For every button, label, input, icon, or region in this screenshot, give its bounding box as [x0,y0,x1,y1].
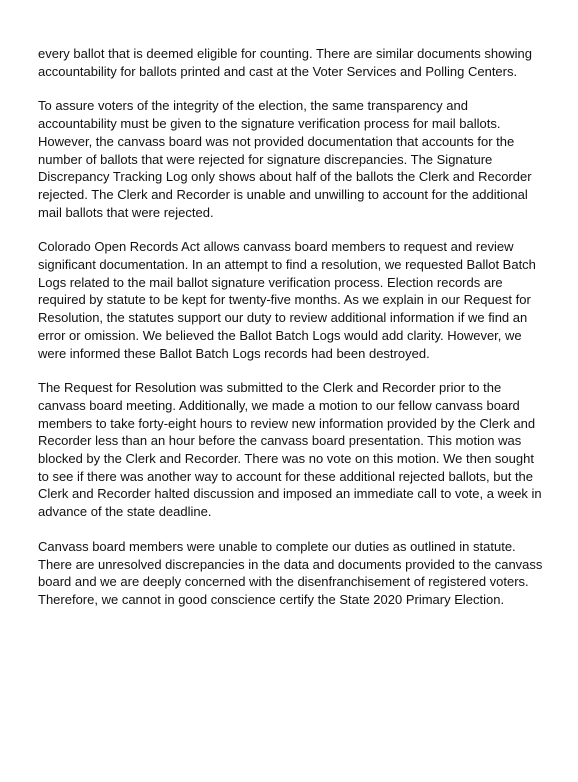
text-line: Discrepancy Tracking Log only shows about half of the ballots the Clerk and Recorder [38,169,532,185]
paragraph-ballot-accountability [38,45,548,80]
text-line: accountability for ballots printed and cast at the Voter Services and Polling Centers. [38,63,518,79]
text-line: board and we are deeply concerned with the disenfranchisement of registered voters. [38,574,529,590]
text-line: every ballot that is deemed eligible for counting. There are similar documents showing [38,46,533,61]
paragraph-conclusion [38,538,548,609]
text-line: rejected. The Clerk and Recorder is unable and unwilling to account for the additional [38,186,528,202]
paragraph-request-for-resolution [38,379,548,521]
text-line: required by statute to be kept for twenty-five months. As we explain in our Request for [38,292,531,308]
text-line: mail ballots that were rejected. [38,204,214,220]
text-line: To assure voters of the integrity of the election, the same transparency and [38,98,468,114]
text-line: Canvass board members were unable to complete our duties as outlined in statute. [38,538,516,554]
text-line: However, the canvass board was not provided documentation that accounts for the [38,133,515,149]
paragraph-signature-verification [38,97,548,221]
text-line: number of ballots that were rejected for signature discrepancies. The Signature [38,151,493,167]
text-line: canvass board meeting. Additionally, we made a motion to our fellow canvass board [38,397,520,413]
text-line: Therefore, we cannot in good conscience certify the State 2020 Primary Election. [38,591,505,607]
paragraph-open-records [38,238,548,362]
text-line: The Request for Resolution was submitted to the Clerk and Recorder prior to the [38,380,502,396]
text-line: Logs related to the mail ballot signature verification process. Election records are [38,274,503,290]
text-line: to see if there was another way to account for these additional rejected ballots, but the [38,468,534,484]
text-line: significant documentation. In an attempt to find a resolution, we requested Ballot Batch [38,257,536,273]
text-line: members to take forty-eight hours to review new information provided by the Clerk and [38,415,536,431]
text-line: blocked by the Clerk and Recorder. There was no vote on this motion. We then sought [38,451,534,467]
text-line: Clerk and Recorder halted discussion and imposed an immediate call to vote, a week in [38,486,542,502]
text-line: error or omission. We believed the Ballot Batch Logs would add clarity. However, we [38,327,522,343]
text-line: Colorado Open Records Act allows canvass board members to request and review [38,239,514,255]
text-line: Recorder less than an hour before the canvass board presentation. This motion was [38,433,522,449]
text-line: Resolution, the statutes support our duty to review additional information if we find an [38,310,528,326]
text-line: were informed these Ballot Batch Logs records had been destroyed. [38,345,430,361]
document-body [38,45,548,626]
text-line: There are unresolved discrepancies in the data and documents provided to the canvass [38,556,543,572]
text-line: accountability must be given to the signature verification process for mail ballots. [38,116,501,132]
text-line: advance of the state deadline. [38,504,212,520]
